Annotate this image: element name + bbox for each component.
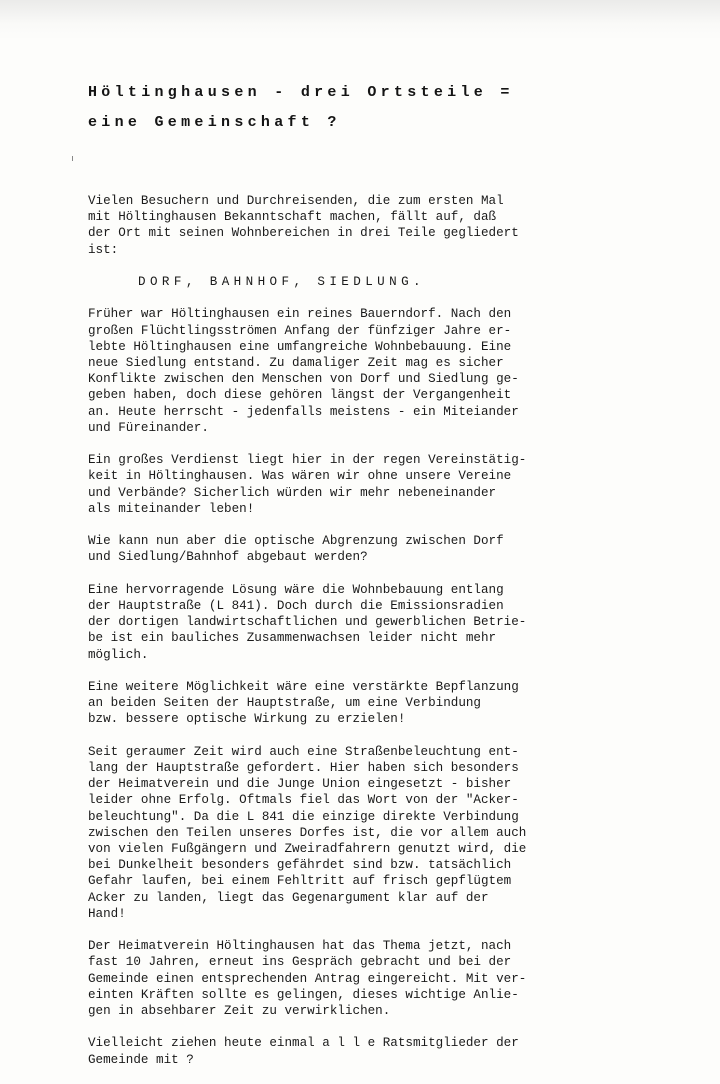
text-line: gen in absehbarer Zeit zu verwirklichen. xyxy=(88,1004,391,1019)
paragraph xyxy=(88,452,698,517)
paragraph xyxy=(88,306,698,436)
text-line: großen Flüchtlingsströmen Anfang der fünfziger Jahre er- xyxy=(88,323,512,338)
text-line: lebte Höltinghausen eine umfangreiche Wohnbebauung. Eine xyxy=(88,339,512,354)
text-line: Gemeinde mit ? xyxy=(88,1052,194,1067)
text-line: Gemeinde einen entsprechenden Antrag eingereicht. Mit ver- xyxy=(88,971,527,986)
scan-mark xyxy=(72,156,73,161)
text-line: an. Heute herrscht - jedenfalls meistens - ein Miteiander xyxy=(88,404,519,419)
text-line: der dortigen landwirtschaftlichen und gewerblichen Betrie- xyxy=(88,615,527,630)
text-line: zwischen den Teilen unseres Dorfes ist, die vor allem auch xyxy=(88,825,527,840)
text-line: Konflikte zwischen den Menschen von Dorf und Siedlung ge- xyxy=(88,372,519,387)
text-line: Acker zu landen, liegt das Gegenargument klar auf der xyxy=(88,890,489,905)
text-line: Eine weitere Möglichkeit wäre eine verstärkte Bepflanzung xyxy=(88,680,519,694)
paragraph xyxy=(88,938,698,1019)
document-title-line-2: eine Gemeinschaft ? xyxy=(88,114,341,131)
text-line: der Hauptstraße (L 841). Doch durch die Emissionsradien xyxy=(88,599,504,613)
text-line: beleuchtung". Da die L 841 die einzige direkte Verbindung xyxy=(88,809,519,824)
text-line: und Siedlung/Bahnhof abgebaut werden? xyxy=(88,550,368,565)
text-line: lang der Hauptstraße gefordert. Hier haben sich besonders xyxy=(88,761,519,775)
text-line: Früher war Höltinghausen ein reines Bauerndorf. Nach den xyxy=(88,307,512,322)
paragraph xyxy=(88,1035,698,1067)
text-line: be ist ein bauliches Zusammenwachsen leider nicht mehr xyxy=(88,631,497,646)
text-line: geben haben, doch diese gehören längst der Vergangenheit xyxy=(88,388,512,403)
paragraph xyxy=(88,679,698,728)
text-line: neue Siedlung entstand. Zu damaliger Zeit mag es sicher xyxy=(88,356,504,370)
paragraph xyxy=(88,582,698,663)
text-line: einten Kräften sollte es gelingen, dieses wichtige Anlie- xyxy=(88,987,519,1002)
text-line: fast 10 Jahren, erneut ins Gespräch gebracht und bei der xyxy=(88,955,512,970)
document-body xyxy=(88,193,698,1084)
text-line: der Ort mit seinen Wohnbereichen in drei Teile gegliedert xyxy=(88,226,519,241)
text-line: bzw. bessere optische Wirkung zu erzielen! xyxy=(88,712,406,727)
text-line: mit Höltinghausen Bekanntschaft machen, fällt auf, daß xyxy=(88,210,497,225)
text-line: bei Dunkelheit besonders gefährdet sind bzw. tatsächlich xyxy=(88,858,512,873)
text-line: Hand! xyxy=(88,906,126,921)
text-line: Wie kann nun aber die optische Abgrenzung zwischen Dorf xyxy=(88,534,504,549)
text-line: ist: xyxy=(88,242,119,257)
text-line: Eine hervorragende Lösung wäre die Wohnbebauung entlang xyxy=(88,582,504,597)
text-line: leider ohne Erfolg. Oftmals fiel das Wort von der "Acker- xyxy=(88,793,519,808)
text-line: Der Heimatverein Höltinghausen hat das Thema jetzt, nach xyxy=(88,939,512,954)
text-line: Vielen Besuchern und Durchreisenden, die zum ersten Mal xyxy=(88,194,504,208)
scan-smudge xyxy=(0,0,720,40)
text-line: an beiden Seiten der Hauptstraße, um eine Verbindung xyxy=(88,696,481,711)
paragraph xyxy=(88,274,698,290)
text-line: und Füreinander. xyxy=(88,420,209,435)
spaced-heading-line: DORF, BAHNHOF, SIEDLUNG. xyxy=(138,275,425,289)
text-line: und Verbände? Sicherlich würden wir mehr nebeneinander xyxy=(88,485,497,500)
document-title-line-1: Höltinghausen - drei Ortsteile = xyxy=(88,84,514,101)
text-line: Gefahr laufen, bei einem Fehltritt auf frisch gepflügtem xyxy=(88,874,512,889)
text-line: Vielleicht ziehen heute einmal a l l e Ratsmitglieder der xyxy=(88,1036,519,1051)
paragraph xyxy=(88,744,698,922)
paragraph xyxy=(88,533,698,565)
text-line: als miteinander leben! xyxy=(88,501,255,516)
text-line: von vielen Fußgängern und Zweiradfahrern genutzt wird, die xyxy=(88,842,527,857)
text-line: Seit geraumer Zeit wird auch eine Straßenbeleuchtung ent- xyxy=(88,744,519,759)
text-line: keit in Höltinghausen. Was wären wir ohne unsere Vereine xyxy=(88,469,512,484)
paragraph xyxy=(88,193,698,258)
text-line: möglich. xyxy=(88,647,149,662)
text-line: der Heimatverein und die Junge Union eingesetzt - bisher xyxy=(88,777,512,792)
text-line: Ein großes Verdienst liegt hier in der regen Vereinstätig- xyxy=(88,453,527,468)
